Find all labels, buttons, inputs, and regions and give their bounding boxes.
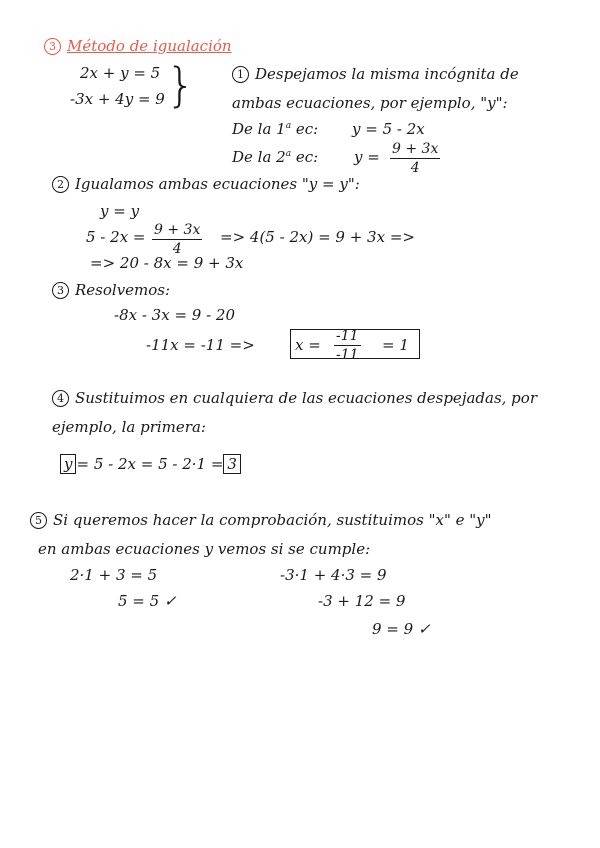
step3-x-rhs: = 1 [382, 336, 409, 354]
step2-fraction [152, 222, 202, 257]
section-title [44, 38, 232, 55]
step4-line1 [52, 390, 537, 407]
step5-right2: -3 + 12 = 9 [318, 592, 406, 610]
system-eq1: 2x + y = 5 [80, 64, 161, 82]
step3-badge: 3 [52, 282, 69, 299]
step4-y-box: y [60, 454, 76, 474]
step1-second-label: De la 2 [232, 148, 286, 166]
step1-badge: 1 [232, 66, 249, 83]
step2-line3: => 20 - 8x = 9 + 3x [90, 254, 244, 272]
step4-expr: = 5 - 2x = 5 - 2·1 = [76, 455, 224, 473]
fraction-denominator: -11 [336, 347, 359, 363]
step4-line2: ejemplo, la primera: [52, 418, 206, 436]
step1-first-expr: y = 5 - 2x [352, 120, 425, 138]
step-number-badge: 3 [44, 38, 61, 55]
step5-text-1: Si queremos hacer la comprobación, sustituimos "x" e "y" [53, 511, 492, 529]
step2-rest: => 4(5 - 2x) = 9 + 3x => [220, 228, 415, 246]
step1-second-fraction [390, 141, 440, 176]
step1-first-sup: a [285, 121, 292, 131]
step5-badge: 5 [30, 512, 47, 529]
step1-second-lhs: y = [354, 148, 380, 166]
section-title-text: Método de igualación [67, 37, 232, 55]
step5-right1: -3·1 + 4·3 = 9 [280, 566, 387, 584]
step1-second-sup: a [285, 149, 292, 159]
step1-first-row [232, 122, 318, 137]
step1-second-row [232, 150, 318, 165]
step5-right3: 9 = 9 ✓ [372, 620, 431, 638]
step3-line2: -11x = -11 => [146, 336, 255, 354]
step3-heading [52, 282, 170, 299]
step1-text-1: Despejamos la misma incógnita de [255, 65, 519, 83]
step3-x-fraction [334, 328, 361, 363]
step1-second-label-end: ec: [291, 148, 319, 166]
fraction-numerator: 9 + 3x [154, 222, 201, 238]
system-brace: } [166, 58, 196, 112]
step5-left2: 5 = 5 ✓ [118, 592, 177, 610]
step1-line1 [232, 66, 519, 83]
step4-result-box: 3 [223, 454, 241, 474]
step1-line2: ambas ecuaciones, por ejemplo, "y": [232, 94, 508, 112]
fraction-denominator: 4 [172, 241, 182, 257]
step2-heading-text: Igualamos ambas ecuaciones "y = y": [75, 175, 360, 193]
step2-heading [52, 176, 360, 193]
step5-line2: en ambas ecuaciones y vemos si se cumple: [38, 540, 371, 558]
fraction-numerator: -11 [336, 328, 359, 344]
step2-lhs: 5 - 2x = [86, 228, 146, 246]
step1-first-label-end: ec: [291, 120, 319, 138]
step3-x-lhs: x = [295, 336, 321, 354]
fraction-numerator: 9 + 3x [392, 141, 439, 157]
system-eq2: -3x + 4y = 9 [70, 90, 165, 108]
step2-yy: y = y [100, 202, 140, 220]
step3-line1: -8x - 3x = 9 - 20 [114, 306, 236, 324]
step4-badge: 4 [52, 390, 69, 407]
step3-heading-text: Resolvemos: [75, 281, 171, 299]
step2-badge: 2 [52, 176, 69, 193]
step4-result-row [60, 457, 241, 472]
fraction-denominator: 4 [410, 160, 420, 176]
step4-text-1: Sustituimos en cualquiera de las ecuaciones despejadas, por [75, 389, 537, 407]
step5-left1: 2·1 + 3 = 5 [70, 566, 158, 584]
step1-first-label: De la 1 [232, 120, 286, 138]
step5-line1 [30, 512, 492, 529]
